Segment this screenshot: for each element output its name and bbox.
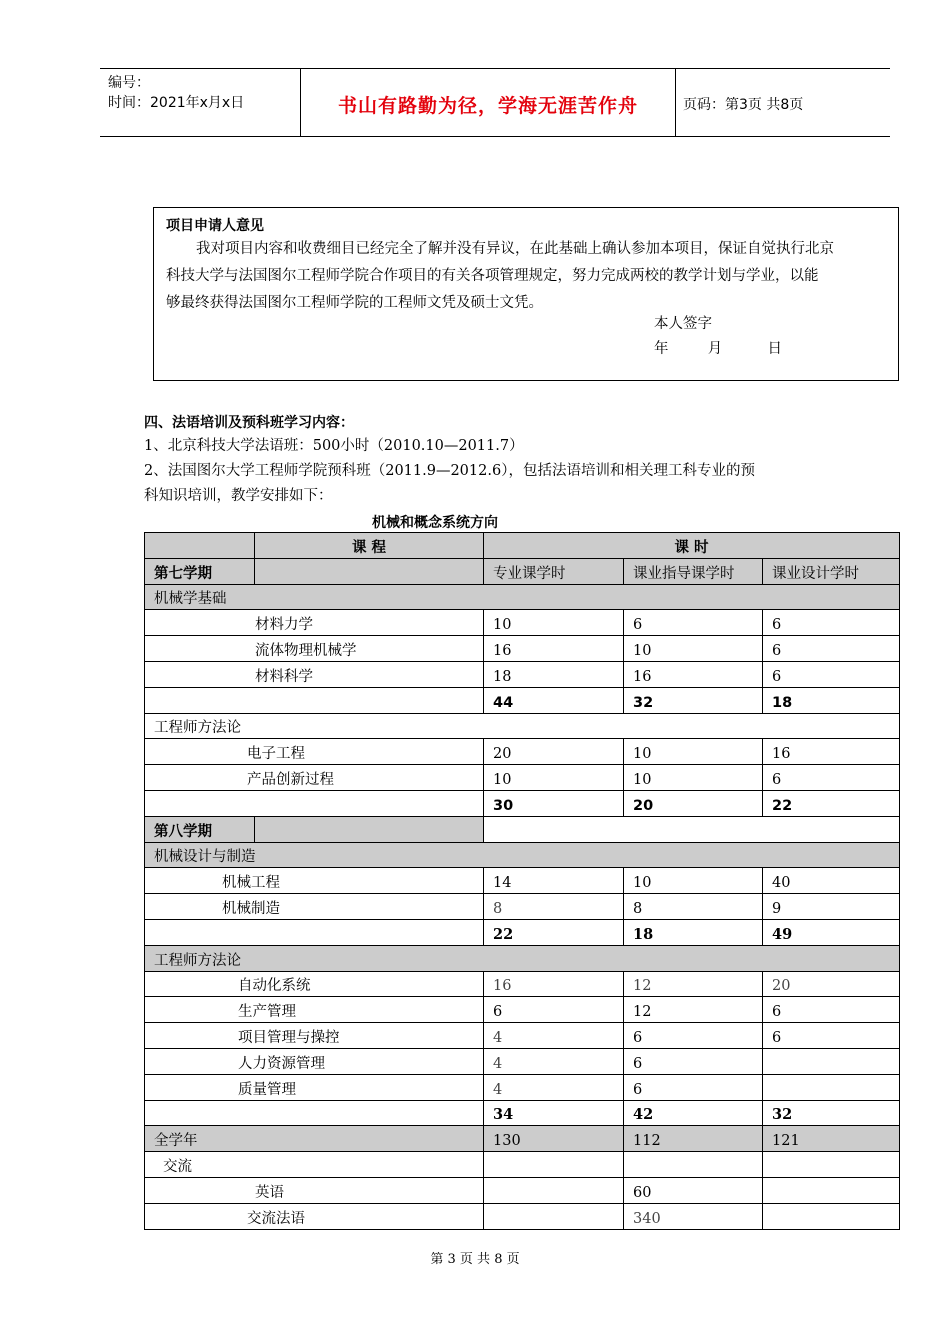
signature-block — [654, 312, 782, 362]
subtotal-row — [145, 919, 900, 945]
hours-cell: 16 — [624, 661, 763, 687]
subtotal-cell: 22 — [763, 790, 900, 816]
hours-cell: 8 — [624, 894, 763, 920]
hours-cell — [763, 1074, 900, 1100]
table-row — [145, 739, 900, 765]
group-row — [145, 945, 900, 971]
hours-cell: 10 — [484, 765, 624, 791]
section-line-2: 2、法国图尔大学工程师学院预科班（2011.9—2012.6），包括法语培训和相关理工科专业的预 — [144, 463, 755, 479]
subtotal-cell: 30 — [484, 790, 624, 816]
course-name: 电子工程 — [145, 739, 484, 765]
subtotal-cell: 44 — [484, 687, 624, 713]
table-row — [145, 661, 900, 687]
opinion-body — [166, 236, 946, 317]
hours-cell: 6 — [763, 997, 900, 1023]
course-name: 项目管理与操控 — [145, 1023, 484, 1049]
page-footer: 第 3 页 共 8 页 — [430, 1252, 520, 1267]
subtotal-cell: 34 — [484, 1100, 624, 1126]
year-total-label: 全学年 — [145, 1126, 484, 1152]
group-label: 交流 — [145, 1152, 484, 1178]
course-name: 材料力学 — [145, 610, 484, 636]
subtotal-cell: 32 — [763, 1100, 900, 1126]
hours-cell: 6 — [624, 610, 763, 636]
hours-cell: 6 — [763, 1023, 900, 1049]
table-row — [145, 997, 900, 1023]
table-row — [145, 868, 900, 894]
table-row — [145, 1048, 900, 1074]
document-time-label: 时间：2021年x月x日 — [108, 95, 245, 111]
subtotal-cell: 18 — [624, 919, 763, 945]
col-header: 专业课学时 — [484, 558, 624, 584]
table-header-row — [145, 533, 900, 559]
opinion-line: 够最终获得法国图尔工程师学院的工程师文凭及硕士文凭。 — [166, 295, 543, 311]
year-total-cell: 112 — [624, 1126, 763, 1152]
hours-cell: 10 — [624, 765, 763, 791]
hours-cell — [763, 1048, 900, 1074]
semester-7-label: 第七学期 — [145, 558, 255, 584]
hours-cell: 340 — [624, 1203, 763, 1229]
group-row — [145, 584, 900, 610]
group-row — [145, 713, 900, 739]
course-name: 生产管理 — [145, 997, 484, 1023]
course-name: 机械工程 — [145, 868, 484, 894]
hours-cell: 16 — [484, 636, 624, 662]
hours-cell — [763, 1177, 900, 1203]
hours-cell — [484, 1177, 624, 1203]
header-motto: 书山有路勤为径，学海无涯苦作舟 — [337, 95, 638, 117]
hours-cell: 20 — [484, 739, 624, 765]
year-total-cell: 130 — [484, 1126, 624, 1152]
table-row — [145, 636, 900, 662]
hours-cell: 4 — [484, 1023, 624, 1049]
hours-cell: 6 — [763, 636, 900, 662]
subtotal-cell: 32 — [624, 687, 763, 713]
hours-cell: 12 — [624, 997, 763, 1023]
page-header — [100, 68, 890, 137]
header-page-info: 页码：第3页 共8页 — [683, 97, 804, 113]
hours-cell — [484, 1203, 624, 1229]
course-name: 交流法语 — [145, 1203, 484, 1229]
hours-cell: 10 — [624, 868, 763, 894]
hours-cell: 10 — [624, 636, 763, 662]
hours-cell: 6 — [624, 1023, 763, 1049]
subtotal-cell: 42 — [624, 1100, 763, 1126]
hours-cell: 6 — [763, 610, 900, 636]
subtotal-cell: 49 — [763, 919, 900, 945]
table-row — [145, 971, 900, 997]
subtotal-row — [145, 790, 900, 816]
group-label: 工程师方法论 — [145, 945, 900, 971]
subtotal-cell: 18 — [763, 687, 900, 713]
semester-8-label: 第八学期 — [145, 816, 255, 842]
hours-cell: 4 — [484, 1048, 624, 1074]
section-line-3: 科知识培训，教学安排如下： — [144, 488, 333, 504]
col-header: 课业设计学时 — [763, 558, 900, 584]
course-name: 流体物理机械学 — [145, 636, 484, 662]
table-header-row — [145, 558, 900, 584]
section-title: 四、法语培训及预科班学习内容： — [144, 415, 354, 431]
hours-cell: 6 — [624, 1074, 763, 1100]
hours-cell: 6 — [763, 765, 900, 791]
opinion-line: 我对项目内容和收费细目已经完全了解并没有异议，在此基础上确认参加本项目，保证自觉执行北京 — [196, 241, 834, 257]
course-name: 人力资源管理 — [145, 1048, 484, 1074]
hours-cell: 40 — [763, 868, 900, 894]
section-line-1: 1、北京科技大学法语班：500小时（2010.10—2011.7） — [144, 438, 524, 454]
hours-cell: 6 — [484, 997, 624, 1023]
hours-cell: 4 — [484, 1074, 624, 1100]
table-row — [145, 1177, 900, 1203]
header-course: 课 程 — [255, 533, 484, 559]
table-row — [145, 1203, 900, 1229]
date-month-label: 月 — [707, 341, 723, 357]
hours-cell: 14 — [484, 868, 624, 894]
table-row — [145, 894, 900, 920]
col-header: 课业指导课学时 — [624, 558, 763, 584]
hours-cell: 10 — [484, 610, 624, 636]
opinion-line: 科技大学与法国图尔工程师学院合作项目的有关各项管理规定，努力完成两校的教学计划与学业，以能 — [166, 268, 819, 284]
table-row — [145, 1074, 900, 1100]
subtotal-cell: 22 — [484, 919, 624, 945]
document-number-label: 编号： — [108, 75, 150, 91]
hours-cell: 18 — [484, 661, 624, 687]
year-total-cell: 121 — [763, 1126, 900, 1152]
hours-cell: 16 — [484, 971, 624, 997]
hours-cell — [763, 1203, 900, 1229]
signature-label: 本人签字 — [654, 316, 712, 332]
hours-cell: 8 — [484, 894, 624, 920]
hours-cell: 9 — [763, 894, 900, 920]
group-label: 机械设计与制造 — [145, 842, 900, 868]
group-label: 工程师方法论 — [145, 713, 900, 739]
table-caption: 机械和概念系统方向 — [372, 515, 498, 531]
course-name: 质量管理 — [145, 1074, 484, 1100]
hours-cell: 6 — [624, 1048, 763, 1074]
applicant-opinion-box — [153, 207, 899, 381]
group-row — [145, 842, 900, 868]
course-name: 产品创新过程 — [145, 765, 484, 791]
header-hours: 课 时 — [484, 533, 900, 559]
semester-row — [145, 816, 900, 842]
date-year-label: 年 — [654, 341, 669, 357]
subtotal-row — [145, 1100, 900, 1126]
header-meta — [108, 73, 298, 113]
opinion-title: 项目申请人意见 — [166, 218, 264, 234]
hours-cell: 12 — [624, 971, 763, 997]
course-name: 自动化系统 — [145, 971, 484, 997]
hours-cell: 16 — [763, 739, 900, 765]
hours-cell: 20 — [763, 971, 900, 997]
group-label: 机械学基础 — [145, 584, 900, 610]
header-divider — [675, 69, 676, 136]
course-schedule-table — [144, 532, 900, 1230]
hours-cell: 10 — [624, 739, 763, 765]
course-name: 机械制造 — [145, 894, 484, 920]
date-day-label: 日 — [767, 341, 782, 357]
group-row — [145, 1152, 900, 1178]
course-name: 材料科学 — [145, 661, 484, 687]
year-total-row — [145, 1126, 900, 1152]
table-row — [145, 1023, 900, 1049]
table-row — [145, 765, 900, 791]
hours-cell: 60 — [624, 1177, 763, 1203]
subtotal-cell: 20 — [624, 790, 763, 816]
subtotal-row — [145, 687, 900, 713]
course-name: 英语 — [145, 1177, 484, 1203]
hours-cell: 6 — [763, 661, 900, 687]
table-row — [145, 610, 900, 636]
